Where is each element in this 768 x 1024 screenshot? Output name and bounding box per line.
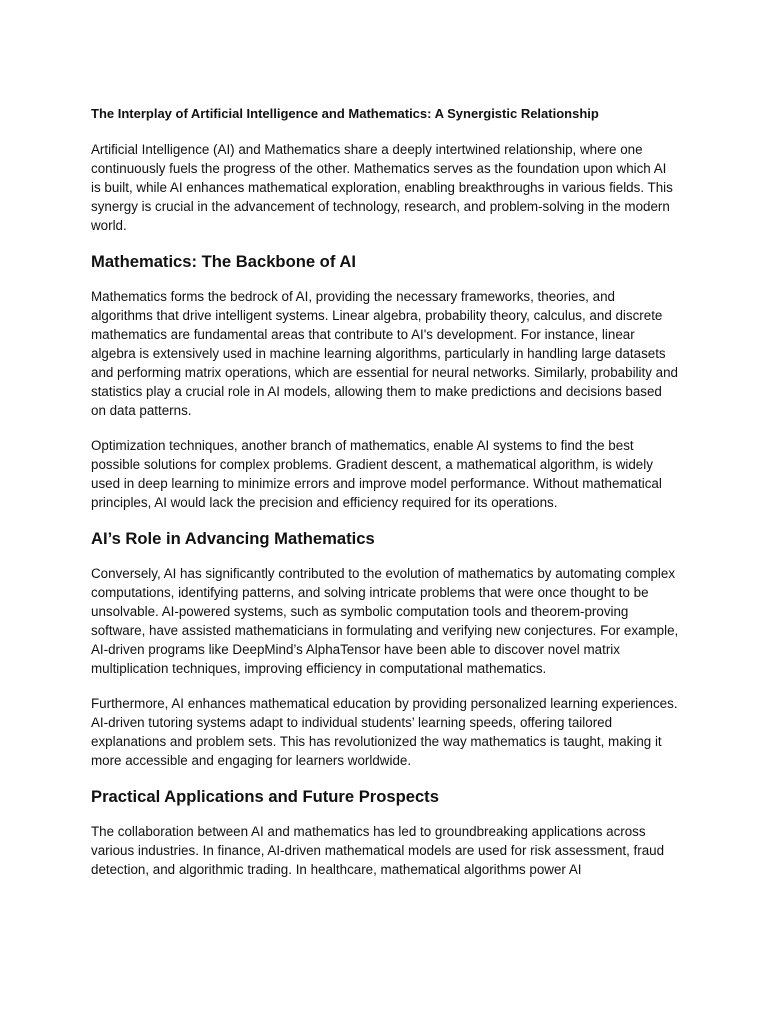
document-page <box>91 104 679 895</box>
section-heading-backbone: Mathematics: The Backbone of AI <box>91 252 356 271</box>
section-heading-ai-role: AI’s Role in Advancing Mathematics <box>91 529 375 548</box>
section-paragraph: Mathematics forms the bedrock of AI, providing the necessary frameworks, theories, and algorithms that drive intelligent systems. Linear algebra, probability theory, calculus, and discrete mathematics are fundamental areas that contribute to AI's development. For instance, linear algebra is extensively used in machine learning algorithms, particularly in handling large datasets and performing matrix operations, which are essential for neural networks. Similarly, probability and statistics play a crucial role in AI models, allowing them to make predictions and decisions based on data patterns. <box>91 289 678 418</box>
section-heading-applications: Practical Applications and Future Prospects <box>91 787 439 806</box>
section-paragraph: The collaboration between AI and mathematics has led to groundbreaking applications across various industries. In finance, AI-driven mathematical models are used for risk assessment, fraud detection, and algorithmic trading. In healthcare, mathematical algorithms power AI <box>91 824 665 877</box>
section-paragraph: Furthermore, AI enhances mathematical education by providing personalized learning experiences. AI-driven tutoring systems adapt to individual students’ learning speeds, offering tailored explanations and problem sets. This has revolutionized the way mathematics is taught, making it more accessible and engaging for learners worldwide. <box>91 696 678 768</box>
intro-paragraph: Artificial Intelligence (AI) and Mathematics share a deeply intertwined relationship, where one continuously fuels the progress of the other. Mathematics serves as the foundation upon which AI is built, while AI enhances mathematical exploration, enabling breakthroughs in various fields. This synergy is crucial in the advancement of technology, research, and problem-solving in the modern world. <box>91 142 673 233</box>
section-paragraph: Optimization techniques, another branch of mathematics, enable AI systems to find the best possible solutions for complex problems. Gradient descent, a mathematical algorithm, is widely used in deep learning to minimize errors and improve model performance. Without mathematical principles, AI would lack the precision and efficiency required for its operations. <box>91 438 662 510</box>
section-paragraph: Conversely, AI has significantly contributed to the evolution of mathematics by automating complex computations, identifying patterns, and solving intricate problems that were once thought to be unsolvable. AI-powered systems, such as symbolic computation tools and theorem-proving software, have assisted mathematicians in formulating and verifying new conjectures. For example, AI-driven programs like DeepMind’s AlphaTensor have been able to discover novel matrix multiplication techniques, improving efficiency in computational mathematics. <box>91 566 679 676</box>
document-title: The Interplay of Artificial Intelligence and Mathematics: A Synergistic Relationship <box>91 106 599 121</box>
